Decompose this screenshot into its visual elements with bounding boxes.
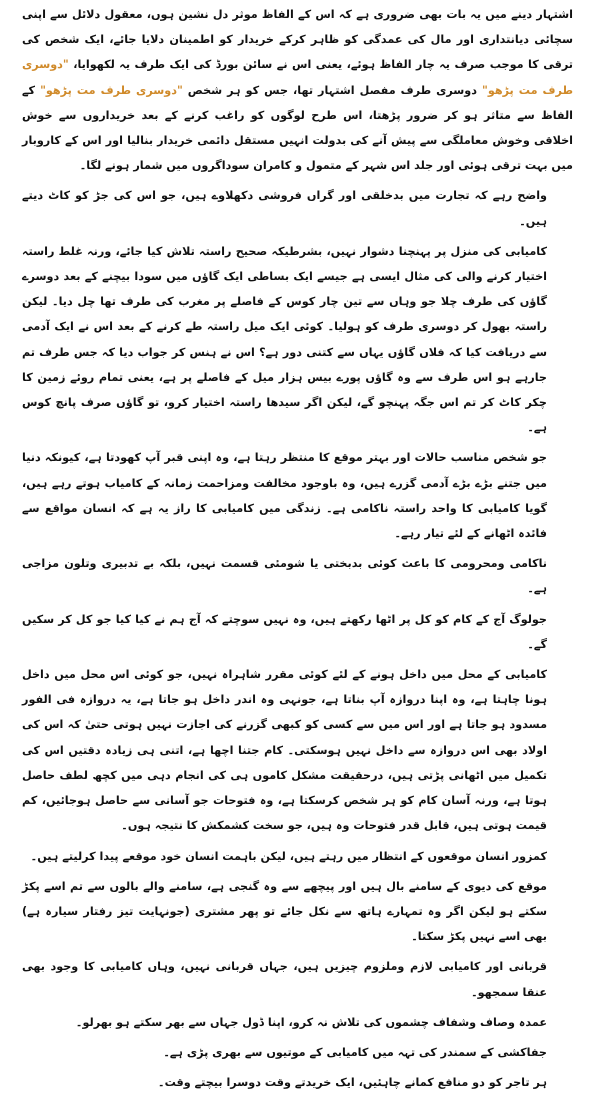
paragraph-7: [22, 662, 573, 838]
paragraph-text: کے الفاظ سے متاثر ہو کر ضرور پڑھتا، اس طرح لوگوں کو راغب کرنے کے بعد خریداروں سے خوش اخلاقی وخوش معاملگی سے پیش آنے کی بدولت انہیں مستقل دائمی خریدار بنالیا اور اس کے کاروبار میں بہت ترقی ہوئی اور جلد اس شہر کے متمول و کامران سوداگروں میں شمار ہونے لگا۔: [22, 83, 573, 173]
highlighted-phrase: "دوسری طرف مت پڑھو": [40, 83, 183, 97]
paragraph-text: ناکامی ومحرومی کا باعث کوئی بدبختی یا شومئی قسمت نہیں، بلکہ بے تدبیری وتلون مزاجی ہے۔: [22, 557, 547, 596]
paragraph-5: [22, 551, 573, 601]
paragraph-12: [22, 1040, 573, 1065]
paragraph-text: جولوگ آج کے کام کو کل پر اٹھا رکھتے ہیں، وہ نہیں سوچتے کہ آج ہم نے کیا کیا جو کل کر سکیں گے۔: [22, 612, 547, 651]
paragraph-text: واضح رہے کہ تجارت میں بدخلقی اور گراں فروشی دکھلاوے ہیں، جو اس کی جڑ کو کاٹ دیتے ہیں۔: [22, 189, 547, 228]
paragraph-text: اشتہار دینے میں یہ بات بھی ضروری ہے کہ اس کے الفاظ موثر دل نشین ہوں، معقول دلائل سے اپنی سچائی دیانتداری اور مال کی عمدگی کو ظاہر کرکے خریدار کو اطمینان دلایا جائے، ایک شخص کی ترقی کا موجب صرف یہ چار الفاظ ہوئے، یعنی اس نے سائن بورڈ کی ایک طرف یہ لکھوایا،: [22, 8, 573, 72]
paragraph-13: [22, 1070, 573, 1095]
paragraph-9: [22, 874, 573, 950]
paragraph-6: [22, 607, 573, 657]
paragraph-text: جفاکشی کے سمندر کی تہہ میں کامیابی کے موتیوں سے بھری پڑی ہے۔: [163, 1045, 547, 1059]
paragraph-text: عمدہ وصاف وشفاف چشموں کی تلاش نہ کرو، اپنا ڈول جہاں سے بھر سکتے ہو بھرلو۔: [75, 1015, 547, 1029]
paragraph-text: موقع کی دیوی کے سامنے بال ہیں اور پیچھے سے وہ گنجی ہے، سامنے والے بالوں سے تم اسے پکڑ سکتے ہو لیکن اگر وہ تمہارے ہاتھ سے نکل جائے تو پھر مشتری (جونہایت تیز رفتار سیارہ ہے) بھی اسے نہیں پکڑ سکتا۔: [22, 879, 547, 944]
paragraph-text: کامیابی کی منزل پر پہنچنا دشوار نہیں، بشرطیکہ صحیح راستہ تلاش کیا جائے، ورنہ غلط راستہ اختیار کرنے والی کی مثال ایسی ہے جیسے ایک بساطی ایک گاؤں میں سودا بیچنے کے بعد دوسرے گاؤں کی طرف چلا جو وہاں سے تین چار کوس کے فاصلے پر مغرب کی طرف تھا چل دیا۔ لیکن راستہ بھول کر دوسری طرف کو ہولیا۔ کوئی ایک میل راستہ طے کرنے کے بعد اس نے ایک آدمی سے دریافت کیا کہ فلاں گاؤں یہاں سے کتنی دور ہے؟ اس نے ہنس کر جواب دیا کہ جس طرف تم جارہے ہو اس طرف سے وہ گاؤں پورے بیس ہزار میل کے فاصلے پر ہے، یعنی تمام روئے زمین کا چکر کاٹ کر تم اس جگہ پہنچو گے، لیکن اگر سیدھا راستہ اختیار کرو، تو گاؤں صرف پانچ کوس ہے۔: [22, 244, 547, 435]
paragraph-1: [22, 2, 573, 178]
paragraph-11: [22, 1010, 573, 1035]
paragraph-2: [22, 183, 573, 233]
highlighted-phrase: "دوسری طرف مت پڑھو": [22, 58, 574, 97]
paragraph-8: [22, 844, 573, 869]
paragraph-text: کمزور انسان موقعوں کے انتظار میں رہتے ہیں، لیکن باہمت انسان خود موقعے پیدا کرلیتے ہیں۔: [30, 849, 547, 863]
paragraph-3: [22, 239, 573, 441]
paragraph-text: دوسری طرف مفصل اشتہار تھا، جس کو ہر شخص: [182, 83, 482, 97]
paragraph-text: قربانی اور کامیابی لازم وملزوم چیزیں ہیں، جہاں قربانی نہیں، وہاں کامیابی کا وجود بھی عنقا سمجھو۔: [22, 960, 547, 999]
paragraph-text: ہر تاجر کو دو منافع کمانے چاہئیں، ایک خریدتے وقت دوسرا بیچتے وقت۔: [158, 1076, 547, 1090]
document-page: [22, 2, 574, 1090]
paragraph-10: [22, 954, 573, 1004]
paragraph-text: کامیابی کے محل میں داخل ہونے کے لئے کوئی مقرر شاہراہ نہیں، جو کوئی اس محل میں داخل ہونا چاہتا ہے، وہ اپنا دروازہ آپ بناتا ہے، جونہی وہ اندر داخل ہو جاتا ہے، یہ دروازہ فی الفور مسدود ہو جاتا ہے اور اس میں سے کسی کو کبھی گزرنے کی اجازت نہیں ہوتی حتیٰ کہ اس کی اولاد بھی اس دروازہ سے داخل نہیں ہوسکتی۔ کام جتنا اچھا ہے، اتنی ہی زیادہ دقتیں اس کی تکمیل میں اٹھانی پڑتی ہیں، درحقیقت مشکل کاموں ہی کی انجام دہی میں کچھ لطف حاصل ہوتا ہے، ورنہ آسان کام کو ہر شخص کرسکتا ہے، وہ فتوحات جو آسانی سے حاصل ہوجائیں، کم قیمت ہوتی ہیں، قابل قدر فتوحات وہ ہیں، جو سخت کشمکش کا نتیجہ ہوں۔: [22, 668, 547, 833]
paragraph-4: [22, 445, 573, 546]
paragraph-text: جو شخص مناسب حالات اور بہتر موقع کا منتظر رہتا ہے، وہ اپنی قبر آپ کھودتا ہے، کیونکہ دنیا میں جتنے بڑے بڑے آدمی گزرے ہیں، وہ باوجود مخالفت ومزاحمت زمانہ کے کامیاب ہوتے رہے ہیں، گویا کامیابی کا واحد راستہ ناکامی ہے۔ زندگی میں کامیابی کا راز یہ ہے کہ انسان مواقع سے فائدہ اٹھانے کے لئے تیار رہے۔: [22, 451, 547, 541]
